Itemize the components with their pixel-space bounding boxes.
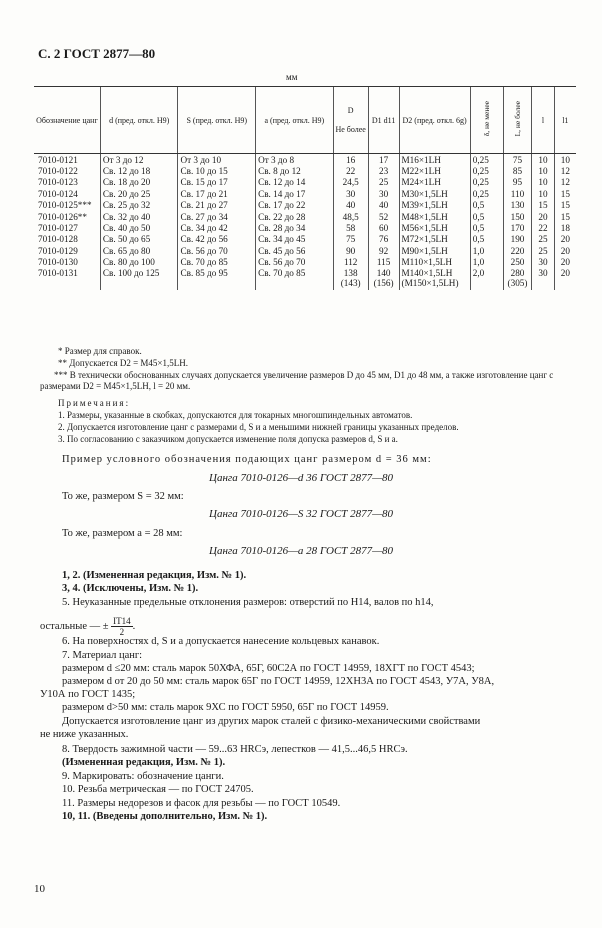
fraction-numerator: IT14 [113,616,131,626]
col-L [503,87,532,154]
cell: Св. 8 до 12 [256,165,334,176]
cell: 10 [554,154,576,166]
cell: Св. 50 до 65 [100,234,178,245]
item-8-edit: (Измененная редакция, Изм. № 1). [62,757,226,768]
cell: M90×1,5LH [399,245,470,256]
page-number: 10 [34,883,45,895]
cell: Св. 80 до 100 [100,257,178,268]
cell: 190 [503,234,532,245]
cell: M39×1,5LH [399,200,470,211]
note-1: 1. Размеры, указанные в скобках, допускаются для токарных многошпиндельных автоматов. [58,410,413,420]
cell: Св. 27 до 34 [178,211,256,222]
cell: 90 [333,245,368,256]
cell: 25 [532,245,554,256]
cell [333,268,368,290]
col-a: a (пред. откл. H9) [256,87,334,154]
cell: 250 [503,257,532,268]
cell: 17 [368,154,399,166]
cell: M30×1,5LH [399,188,470,199]
cell: От 3 до 12 [100,154,178,166]
table-row [34,234,576,245]
notes-title: Примечания: [58,398,131,408]
cell-main: 280 [510,267,525,278]
cell: M22×1LH [399,165,470,176]
cell: 52 [368,211,399,222]
cell: 112 [333,257,368,268]
same-size-a: То же, размером a = 28 мм: [62,528,183,539]
cell: 23 [368,165,399,176]
cell: 10 [532,188,554,199]
cell-alt: (M150×1,5LH) [401,277,459,288]
col-D2: D2 (пред. откл. 6g) [399,87,470,154]
cell: Св. 18 до 20 [100,177,178,188]
cell: Св. 17 до 21 [178,188,256,199]
item-5-continued: остальные — ± $\frac{IT14}{2}$ . [40,616,136,637]
cell: 7010-0122 [38,166,78,177]
cell: 22 [333,165,368,176]
cell: 7010-0127 [38,223,78,234]
table-row [34,222,576,233]
cell: 110 [503,188,532,199]
col-designation: Обозначение цанг [34,87,100,154]
cell: 0,25 [470,188,503,199]
example-title: Пример условного обозначения подающих цанг размером d = 36 мм: [62,454,432,465]
col-delta [470,87,503,154]
cell: Св. 34 до 42 [178,222,256,233]
cell: Св. 70 до 85 [256,268,334,290]
cell: 1,0 [470,257,503,268]
item-11: 11. Размеры недорезов и фасок для резьбы — по ГОСТ 10549. [62,798,341,809]
cell: 115 [368,257,399,268]
cell: 10 [532,154,554,166]
cell: 25 [532,234,554,245]
cell: 48,5 [333,211,368,222]
table-row [34,268,576,290]
cell: 95 [503,177,532,188]
cell: 76 [368,234,399,245]
cell: 0,25 [470,154,503,166]
cell: Св. 20 до 25 [100,188,178,199]
cell: 58 [333,222,368,233]
cell: 150 [503,211,532,222]
footnote-2: ** Допускается D2 = M45×1,5LH. [58,358,189,368]
fraction [111,616,133,637]
cell: 30 [532,257,554,268]
col-D-bottom: Не более [335,125,366,134]
cell: Св. 25 до 32 [100,200,178,211]
cell: 15 [554,211,576,222]
item-7b-cont: У10А по ГОСТ 1435; [40,689,136,700]
cell: От 3 до 8 [256,154,334,166]
cell: 25 [368,177,399,188]
cell: 16 [333,154,368,166]
cell: 40 [368,200,399,211]
cell: 92 [368,245,399,256]
cell: 15 [554,200,576,211]
cell: 7010-0130 [38,257,78,268]
cell: M72×1,5LH [399,234,470,245]
cell: 130 [503,200,532,211]
cell [368,268,399,290]
cell: 30 [368,188,399,199]
example-3: Цанга 7010-0126—a 28 ГОСТ 2877—80 [209,545,393,557]
item-7: 7. Материал цанг: [62,650,143,661]
col-d: d (пред. откл. H9) [100,87,178,154]
cell: 30 [333,188,368,199]
cell: 30 [532,268,554,290]
cell: Св. 70 до 85 [178,257,256,268]
cell [503,268,532,290]
cell-alt: (156) [373,277,394,288]
cell: Св. 12 до 14 [256,177,334,188]
cell: 10 [532,165,554,176]
cell: Св. 34 до 45 [256,234,334,245]
table-row [34,245,576,256]
cell: 7010-0123 [38,177,78,188]
cell: Св. 28 до 34 [256,222,334,233]
cell: 7010-0129 [38,245,78,256]
cell: 75 [503,154,532,166]
cell: 7010-0126** [38,211,87,222]
cell: 40 [333,200,368,211]
item-1-2: 1, 2. (Измененная редакция, Изм. № 1). [62,570,247,581]
col-L-label: L, не более [512,101,522,137]
col-D1: D1 d11 [368,87,399,154]
cell: M16×1LH [399,154,470,166]
cell: 1,0 [470,245,503,256]
table-row [34,177,576,188]
cell: Св. 100 до 125 [100,268,178,290]
cell: M48×1,5LH [399,211,470,222]
col-delta-label: δ, не менее [481,101,491,137]
cell: 0,25 [470,177,503,188]
cell: Св. 85 до 95 [178,268,256,290]
col-l: l [532,87,554,154]
col-D [333,87,368,154]
cell: Св. 17 до 22 [256,200,334,211]
table-row [34,200,576,211]
cell: Св. 12 до 18 [100,165,178,176]
cell: 20 [554,234,576,245]
cell: Св. 21 до 27 [178,200,256,211]
cell: 7010-0121 [38,154,78,165]
note-3: 3. По согласованию с заказчиком допускается изменение поля допуска размеров d, S и a. [58,434,398,444]
table-row [34,165,576,176]
fraction-denominator: 2 [119,627,125,637]
cell-alt: (305) [507,277,528,288]
cell: 24,5 [333,177,368,188]
cell: 0,25 [470,165,503,176]
cell: 7010-0124 [38,188,78,199]
cell: Св. 42 до 56 [178,234,256,245]
table-row [34,154,576,166]
cell: 220 [503,245,532,256]
cell-main: 140 [376,267,391,278]
cell: M110×1,5LH [399,257,470,268]
cell: 2,0 [470,268,503,290]
item-9: 9. Маркировать: обозначение цанги. [62,771,224,782]
cell: 85 [503,165,532,176]
cell [399,268,470,290]
col-S: S (пред. откл. H9) [178,87,256,154]
cell: 75 [333,234,368,245]
cell: 20 [554,268,576,290]
cell: Св. 32 до 40 [100,211,178,222]
item-5-prefix: остальные — ± [40,620,109,632]
table-row [34,257,576,268]
item-3-4: 3, 4. (Исключены, Изм. № 1). [62,583,199,594]
table-row [34,211,576,222]
footnote-1: * Размер для справок. [58,346,142,356]
item-5: 5. Неуказанные предельные отклонения размеров: отверстий по H14, валов по h14, [62,597,434,608]
note-2: 2. Допускается изготовление цанг с размерами d, S и a меньшими нижней границы указанных пределов. [58,422,459,432]
cell: 20 [532,211,554,222]
item-10-11: 10, 11. (Введены дополнительно, Изм. № 1). [62,811,268,822]
cell: Св. 22 до 28 [256,211,334,222]
cell: 60 [368,222,399,233]
units-label: мм [286,72,298,82]
cell: Св. 45 до 56 [256,245,334,256]
cell: 0,5 [470,222,503,233]
cell: Св. 14 до 17 [256,188,334,199]
cell: 12 [554,165,576,176]
item-10: 10. Резьба метрическая — по ГОСТ 24705. [62,784,254,795]
cell: Св. 56 до 70 [256,257,334,268]
cell: 7010-0131 [38,267,78,278]
item-7d: Допускается изготовление цанг из других марок сталей с физико-механическими свойствами [62,716,481,727]
collet-dimensions-table [34,86,576,290]
item-7b: размером d от 20 до 50 мм: сталь марок 65Г по ГОСТ 14959, 12ХН3А по ГОСТ 4543, У7А, У8А, [62,676,495,687]
table-row [34,188,576,199]
cell: 7010-0125*** [38,200,92,211]
cell-alt: (143) [340,277,361,288]
cell: 0,5 [470,234,503,245]
cell: 20 [554,257,576,268]
cell: M24×1LH [399,177,470,188]
cell: 12 [554,177,576,188]
page-header: С. 2 ГОСТ 2877—80 [38,46,156,61]
cell: Св. 40 до 50 [100,222,178,233]
cell: Св. 15 до 17 [178,177,256,188]
cell: 10 [532,177,554,188]
cell-main: M140×1,5LH [401,267,453,278]
cell: 15 [532,200,554,211]
cell: 7010-0128 [38,234,78,245]
cell: 20 [554,245,576,256]
item-7d-cont: не ниже указанных. [40,729,129,740]
col-D-top: D [347,106,354,115]
item-7c: размером d>50 мм: сталь марок 9ХС по ГОСТ 5950, 65Г по ГОСТ 14959. [62,702,389,713]
example-2: Цанга 7010-0126—S 32 ГОСТ 2877—80 [209,508,393,520]
cell: 18 [554,222,576,233]
cell: M56×1,5LH [399,222,470,233]
item-6: 6. На поверхностях d, S и a допускается нанесение кольцевых канавок. [62,636,380,647]
example-1: Цанга 7010-0126—d 36 ГОСТ 2877—80 [209,472,393,484]
cell: 15 [554,188,576,199]
item-7a: размером d ≤20 мм: сталь марок 50ХФА, 65Г, 60С2А по ГОСТ 14959, 18ХГТ по ГОСТ 4543; [62,663,475,674]
cell: Св. 65 до 80 [100,245,178,256]
cell: 0,5 [470,211,503,222]
cell: 22 [532,222,554,233]
item-8: 8. Твердость зажимной части — 59...63 HRCэ, лепестков — 41,5...46,5 HRCэ. [62,744,408,755]
col-l1: l1 [554,87,576,154]
footnote-3: *** В технически обоснованных случаях допускается увеличение размеров D до 45 мм, D1 до 48 мм, а также изготовление цанг с размерами D2 = M45×1,5LH, l = 20 мм. [40,370,554,391]
cell: Св. 56 до 70 [178,245,256,256]
cell: 170 [503,222,532,233]
cell: Св. 10 до 15 [178,165,256,176]
cell-main: 138 [343,267,358,278]
cell: 0,5 [470,200,503,211]
same-size-S: То же, размером S = 32 мм: [62,491,184,502]
cell: От 3 до 10 [178,154,256,166]
